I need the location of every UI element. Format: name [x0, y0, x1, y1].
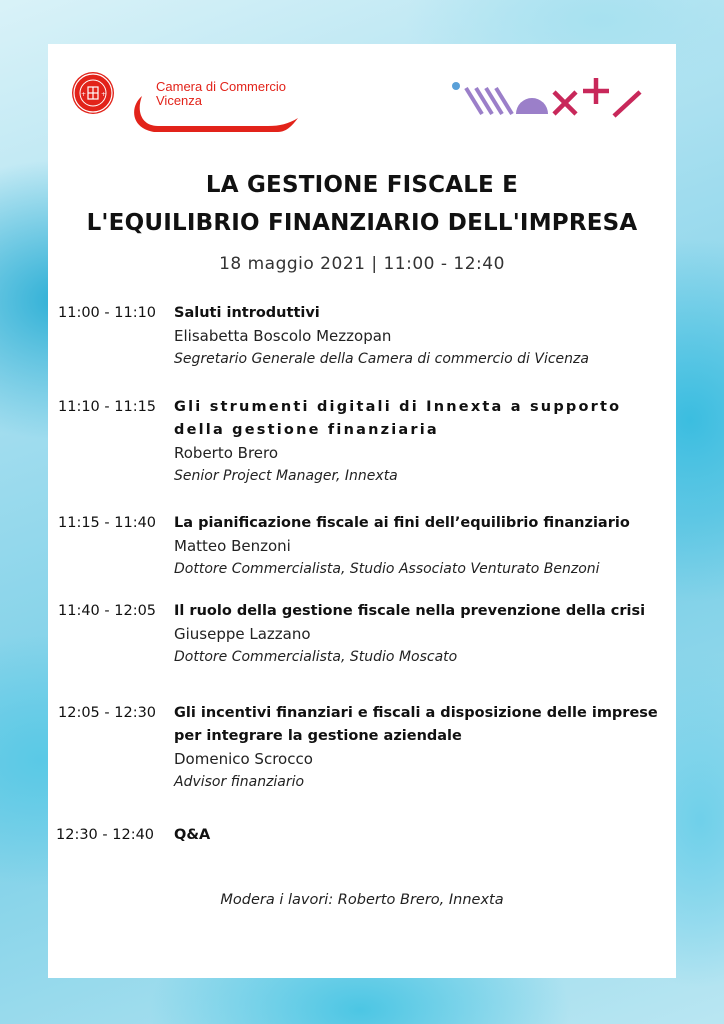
flyer-card [48, 44, 676, 978]
event-date: 18 maggio 2021 | 11:00 - 12:40 [219, 254, 505, 274]
ccv-swoosh-icon [128, 92, 300, 138]
svg-text:+: + [101, 91, 107, 98]
agenda-speaker: Domenico Scrocco [174, 750, 313, 768]
agenda-time: 11:15 - 11:40 [58, 515, 157, 531]
agenda-title: Saluti introduttivi [174, 305, 320, 321]
agenda-role: Dottore Commercialista, Studio Moscato [174, 649, 458, 665]
vicenza-seal-logo [72, 72, 114, 114]
moderator-note: Modera i lavori: Roberto Brero, Innexta [220, 892, 504, 908]
agenda-time: 12:05 - 12:30 [58, 705, 157, 721]
camera-commercio-logo [128, 80, 300, 138]
agenda-time: 12:30 - 12:40 [56, 827, 155, 843]
agenda-time: 11:10 - 11:15 [58, 399, 157, 415]
svg-text:+: + [81, 91, 87, 98]
agenda-content [174, 302, 676, 371]
agenda-speaker: Giuseppe Lazzano [174, 625, 311, 643]
agenda-role: Senior Project Manager, Innexta [174, 468, 398, 484]
page-title-line2: L'EQUILIBRIO FINANZIARIO DELL'IMPRESA [86, 210, 638, 236]
agenda-content [174, 512, 676, 581]
innexta-logo [450, 74, 646, 120]
agenda-time: 11:40 - 12:05 [58, 603, 157, 619]
page-title-line1: LA GESTIONE FISCALE E [205, 172, 519, 198]
ccv-logo-line2: Vicenza [156, 93, 203, 108]
agenda-title-line2: per integrare la gestione aziendale [174, 728, 462, 744]
agenda-title: Q&A [174, 827, 211, 843]
agenda-role: Dottore Commercialista, Studio Associato Venturato Benzoni [174, 561, 600, 577]
agenda-content [174, 396, 676, 488]
agenda-title: La pianificazione fiscale ai fini dell’equilibrio finanziario [174, 515, 630, 531]
agenda-title-line1: Gli incentivi finanziari e fiscali a disposizione delle imprese [174, 705, 658, 721]
agenda-speaker: Elisabetta Boscolo Mezzopan [174, 327, 392, 345]
agenda-time: 11:00 - 11:10 [58, 305, 157, 321]
agenda-content [174, 600, 676, 669]
agenda-content [174, 824, 676, 847]
agenda-speaker: Roberto Brero [174, 444, 279, 462]
agenda-title-line2: della gestione finanziaria [174, 422, 439, 438]
agenda-title-line1: Gli strumenti digitali di Innexta a supporto [174, 399, 622, 415]
agenda-role: Advisor finanziario [174, 774, 305, 790]
agenda-role: Segretario Generale della Camera di commercio di Vicenza [174, 351, 589, 367]
agenda-content [174, 702, 676, 794]
agenda-speaker: Matteo Benzoni [174, 537, 291, 555]
ccv-logo-line1: Camera di Commercio [156, 79, 287, 94]
agenda-title: Il ruolo della gestione fiscale nella prevenzione della crisi [174, 603, 646, 619]
